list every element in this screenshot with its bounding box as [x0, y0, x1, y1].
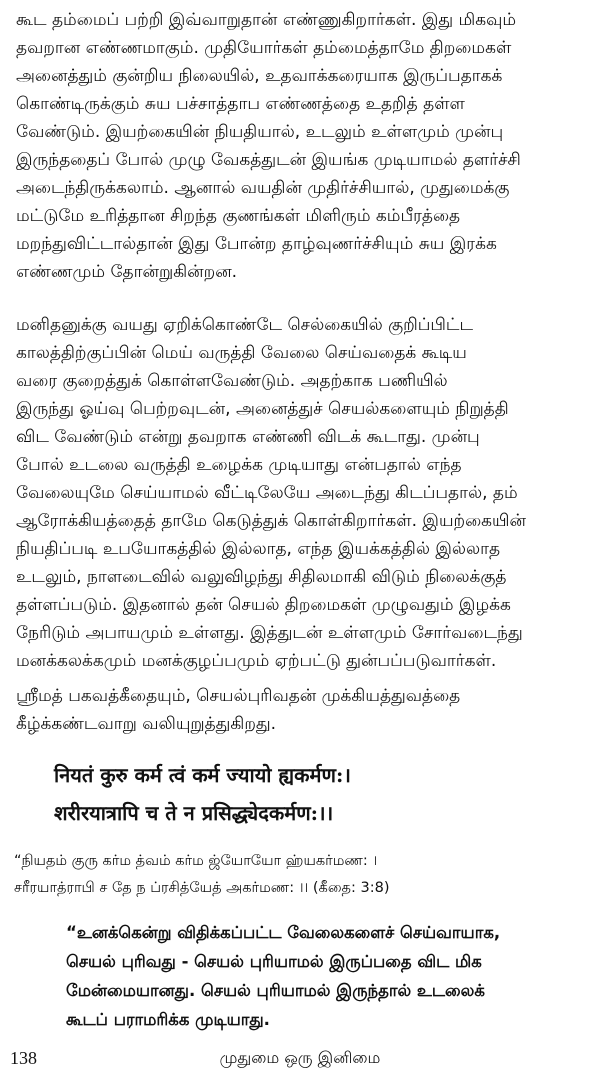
transliteration-line: “நியதம் குரு கர்ம த்வம் கர்ம ஜ்யோயோ ஹ்யகர்மண: । — [14, 853, 378, 869]
paragraph-1-line: அனைத்தும் குன்றிய நிலையில், உதவாக்கரையாக இருப்பதாகக் — [16, 66, 503, 86]
paragraph-1-line: தவறான எண்ணமாகும். முதியோர்கள் தம்மைத்தாமே திறமைகள் — [16, 38, 512, 58]
paragraph-1-line: மறந்துவிட்டால்தான் இது போன்ற தாழ்வுணர்ச்சியும் சுய இரக்க — [16, 234, 497, 254]
sanskrit-verse — [54, 756, 574, 832]
paragraph-2-line: போல் உடலை வருத்தி உழைக்க முடியாது என்பதால் எந்த — [16, 455, 462, 475]
paragraph-2-line: நேரிடும் அபாயமும் உள்ளது. இத்துடன் உள்ளமும் சோர்வடைந்து — [16, 623, 523, 643]
transliteration-line: சரீரயாத்ராபி ச தே ந ப்ரசித்யேத் அகர்மண: ।। (கீதை: 3:8) — [14, 880, 390, 896]
paragraph-1-line: கொண்டிருக்கும் சுய பச்சாத்தாப எண்ணத்தை உதறித் தள்ள — [16, 94, 465, 114]
paragraph-1-line: எண்ணமும் தோன்றுகின்றன. — [16, 262, 238, 282]
sanskrit-verse-line: नियतं कुरु कर्म त्वं कर्म ज्यायो ह्यकर्मण:। — [54, 763, 351, 787]
paragraph-2-line: தள்ளப்படும். இதனால் தன் செயல் திறமைகள் முழுவதும் இழக்க — [16, 595, 511, 615]
transliteration — [14, 848, 590, 902]
paragraph-2-line: வரை குறைத்துக் கொள்ளவேண்டும். அதற்காக பணியில் — [16, 371, 448, 391]
paragraph-2-line: காலத்திற்குப்பின் மெய் வருத்தி வேலை செய்வதைக் கூடிய — [16, 343, 467, 363]
page-number: 138 — [10, 1048, 37, 1068]
paragraph-2-line: மனிதனுக்கு வயது ஏறிக்கொண்டே செல்கையில் குறிப்பிட்ட — [16, 315, 473, 335]
paragraph-1-line: இருந்ததைப் போல் முழு வேகத்துடன் இயங்க முடியாமல் தளர்ச்சி — [16, 150, 521, 170]
translation-quote-line: மேன்மையானது. செயல் புரியாமல் இருந்தால் உடலைக் — [66, 981, 485, 1000]
paragraph-2 — [16, 311, 586, 675]
paragraph-1-line: மட்டுமே உரித்தான சிறந்த குணங்கள் மிளிரும் கம்பீரத்தை — [16, 206, 461, 226]
paragraph-3 — [16, 682, 586, 738]
paragraph-2-line: விட வேண்டும் என்று தவறாக எண்ணி விடக் கூடாது. முன்பு — [16, 427, 480, 447]
paragraph-1 — [16, 6, 586, 286]
paragraph-2-line: வேலையுமே செய்யாமல் வீட்டிலேயே அடைந்து கிடப்பதால், தம் — [16, 483, 518, 503]
paragraph-1-line: வேண்டும். இயற்கையின் நியதியால், உடலும் உள்ளமும் முன்பு — [16, 122, 504, 142]
paragraph-2-line: மனக்கலக்கமும் மனக்குழப்பமும் ஏற்பட்டு துன்பப்படுவார்கள். — [16, 651, 497, 671]
sanskrit-verse-line: शरीरयात्रापि च ते न प्रसिद्ध्येदकर्मण:।। — [54, 801, 334, 825]
translation-quote-line: கூடப் பராமரிக்க முடியாது. — [66, 1010, 270, 1029]
running-footer-title: முதுமை ஒரு இனிமை — [219, 1048, 381, 1067]
paragraph-2-line: நியதிப்படி உபயோகத்தில் இல்லாத, எந்த இயக்கத்தில் இல்லாத — [16, 539, 501, 559]
paragraph-2-line: ஆரோக்கியத்தைத் தாமே கெடுத்துக் கொள்கிறார்கள். இயற்கையின் — [16, 511, 526, 531]
paragraph-3-line: கீழ்க்கண்டவாறு வலியுறுத்துகிறது. — [16, 714, 277, 734]
paragraph-3-line: ஸ்ரீமத் பகவத்கீதையும், செயல்புரிவதன் முக்கியத்துவத்தை — [16, 686, 461, 706]
paragraph-2-line: உடலும், நாளடைவில் வலுவிழந்து சிதிலமாகி விடும் நிலைக்குத் — [16, 567, 507, 587]
paragraph-1-line: அடைந்திருக்கலாம். ஆனால் வயதின் முதிர்ச்சியால், முதுமைக்கு — [16, 178, 510, 198]
translation-quote-line: “உனக்கென்று விதிக்கப்பட்ட வேலைகளைச் செய்வாயாக, — [66, 923, 501, 942]
translation-quote — [66, 918, 586, 1034]
paragraph-1-line: கூட தம்மைப் பற்றி இவ்வாறுதான் எண்ணுகிறார்கள். இது மிகவும் — [16, 10, 517, 30]
paragraph-2-line: இருந்து ஓய்வு பெற்றவுடன், அனைத்துச் செயல்களையும் நிறுத்தி — [16, 399, 509, 419]
translation-quote-line: செயல் புரிவது - செயல் புரியாமல் இருப்பதை விட மிக — [66, 952, 482, 971]
